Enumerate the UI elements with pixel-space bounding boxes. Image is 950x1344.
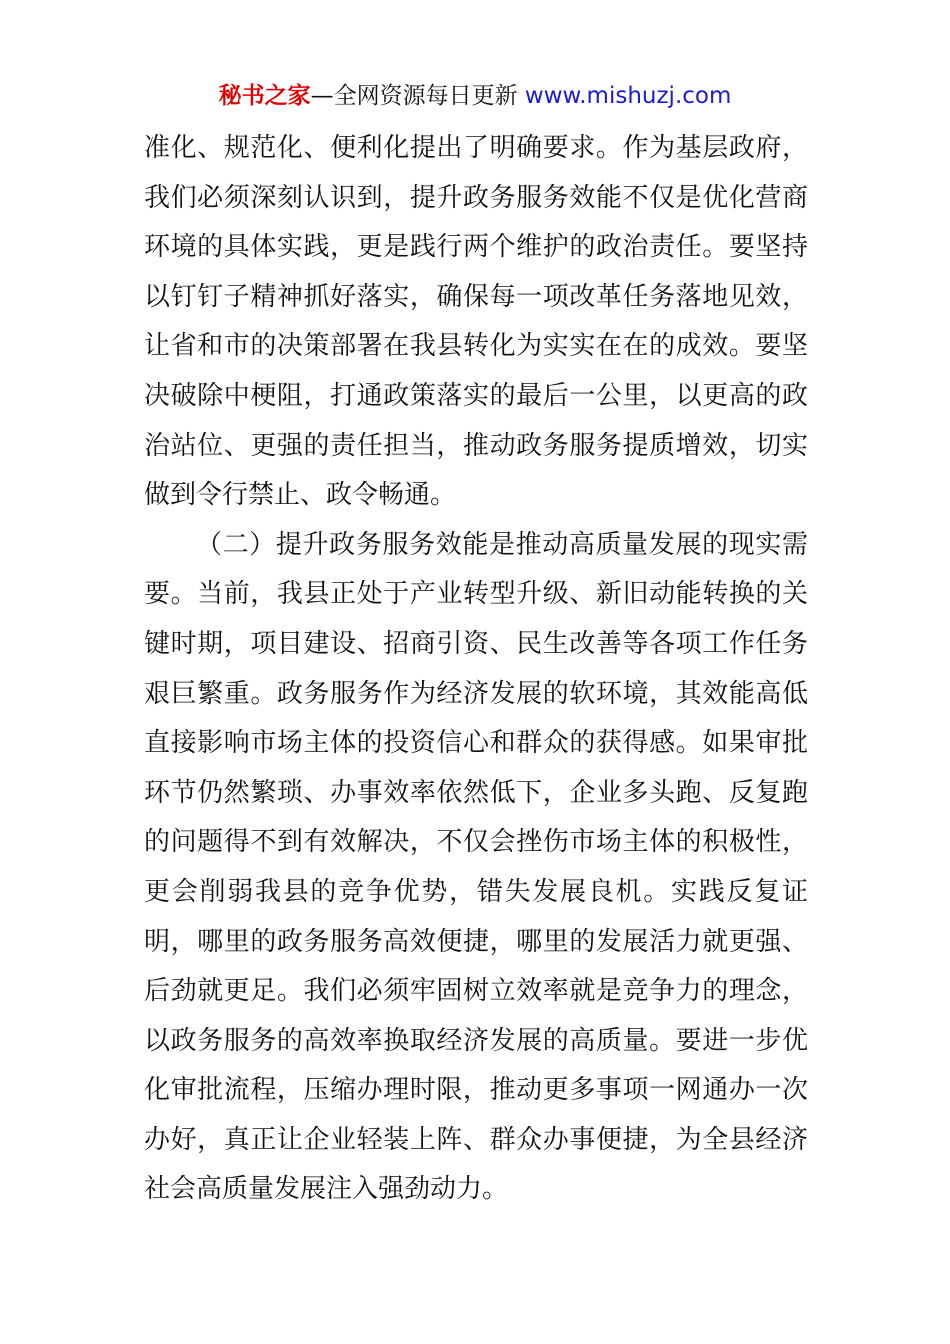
page-header bbox=[0, 80, 950, 112]
paragraph-continuation: 准化、规范化、便利化提出了明确要求。作为基层政府，我们必须深刻认识到，提升政务服务效能不仅是优化营商环境的具体实践，更是践行两个维护的政治责任。要坚持以钉钉子精神抓好落实，确保每一项改革任务落地见效，让省和市的决策部署在我县转化为实实在在的成效。要坚决破除中梗阻，打通政策落实的最后一公里，以更高的政治站位、更强的责任担当，推动政务服务提质增效，切实做到令行禁止、政令畅通。 bbox=[144, 133, 808, 511]
brand-name: 秘书之家 bbox=[218, 83, 311, 109]
document-body bbox=[144, 124, 808, 1215]
site-url-link[interactable]: www.mishuzj.com bbox=[524, 83, 732, 109]
header-tagline: —全网资源每日更新 bbox=[310, 83, 525, 109]
paragraph-section-two: （二）提升政务服务效能是推动高质量发展的现实需要。当前，我县正处于产业转型升级、新旧动能转换的关键时期，项目建设、招商引资、民生改善等各项工作任务艰巨繁重。政务服务作为经济发展的软环境，其效能高低直接影响市场主体的投资信心和群众的获得感。如果审批环节仍然繁琐、办事效率依然低下，企业多头跑、反复跑的问题得不到有效解决，不仅会挫伤市场主体的积极性，更会削弱我县的竞争优势，错失发展良机。实践反复证明，哪里的政务服务高效便捷，哪里的发展活力就更强、后劲就更足。我们必须牢固树立效率就是竞争力的理念，以政务服务的高效率换取经济发展的高质量。要进一步优化审批流程，压缩办理时限，推动更多事项一网通办一次办好，真正让企业轻装上阵、群众办事便捷，为全县经济社会高质量发展注入强劲动力。 bbox=[144, 529, 808, 1205]
